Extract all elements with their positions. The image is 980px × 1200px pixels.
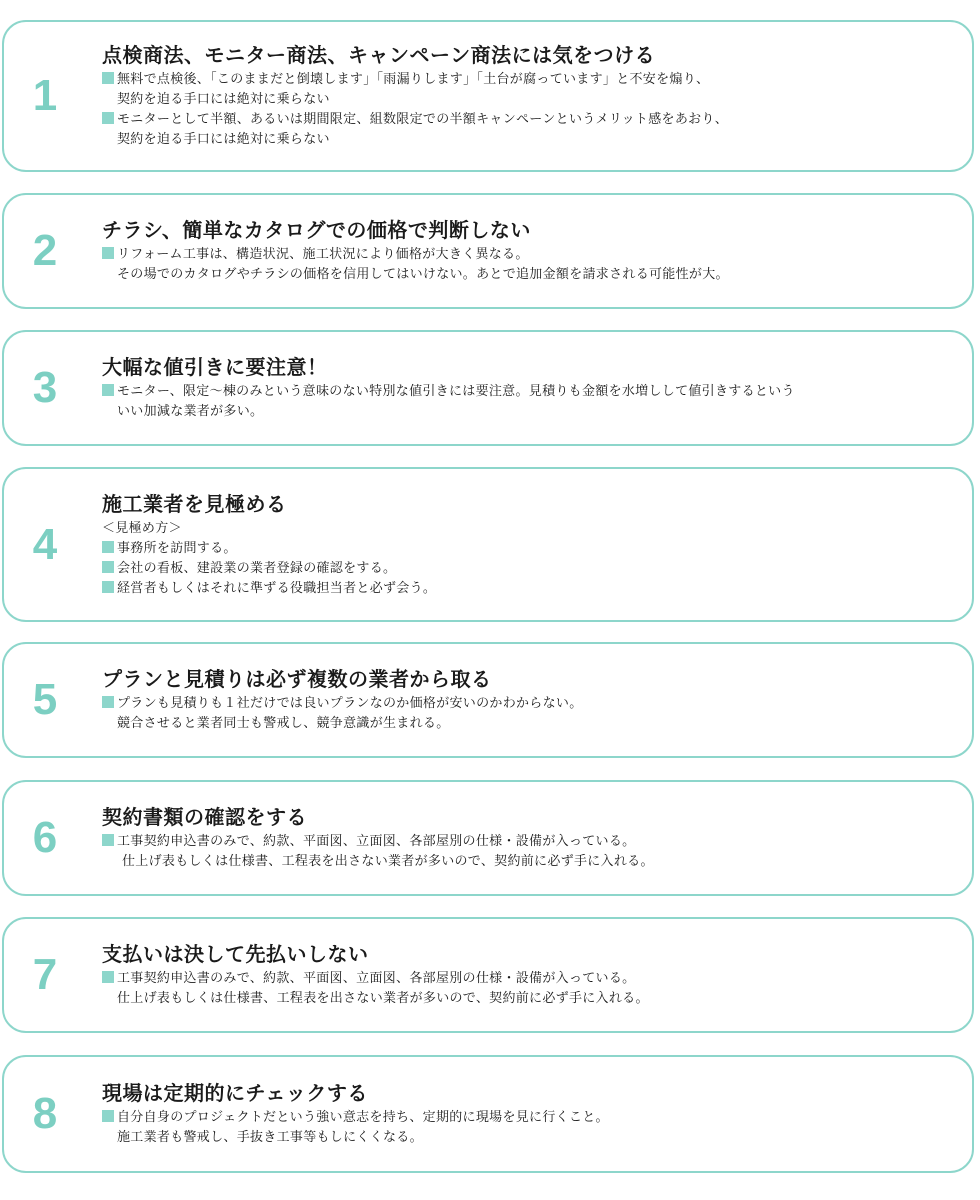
- tip-number: 8: [32, 1089, 58, 1138]
- square-bullet-icon: [102, 971, 114, 983]
- tip-line: 契約を迫る手口には絶対に乗らない: [117, 92, 330, 107]
- tip-title: 支払いは決して先払いしない: [102, 942, 369, 966]
- tip-title: 現場は定期的にチェックする: [102, 1081, 368, 1105]
- square-bullet-icon: [102, 696, 114, 708]
- tip-title: 大幅な値引きに要注意！: [102, 355, 328, 379]
- tip-line: 施工業者も警戒し、手抜き工事等もしにくくなる。: [117, 1130, 423, 1145]
- tip-number: 5: [32, 675, 58, 724]
- square-bullet-icon: [102, 581, 114, 593]
- tip-card-7: [2, 917, 974, 1033]
- square-bullet-icon: [102, 384, 114, 396]
- tip-line: モニターとして半額、あるいは期間限定、組数限定での半額キャンペーンというメリット感をあおり、: [102, 110, 956, 130]
- tip-card-2: [2, 193, 974, 309]
- square-bullet-icon: [102, 247, 114, 259]
- tip-line: 仕上げ表もしくは仕様書、工程表を出さない業者が多いので、契約前に必ず手に入れる。: [117, 991, 649, 1006]
- tip-line: プランも見積りも１社だけでは良いプランなのか価格が安いのかわからない。: [102, 694, 956, 714]
- tip-content: [102, 941, 956, 1009]
- tip-line: リフォーム工事は、構造状況、施工状況により価格が大きく異なる。: [102, 245, 956, 265]
- tip-card-6: [2, 780, 974, 896]
- tip-content: [102, 354, 956, 422]
- tip-line: いい加減な業者が多い。: [117, 404, 264, 419]
- tip-number: 2: [32, 226, 58, 275]
- tip-content: [102, 42, 956, 150]
- tip-line: 無料で点検後、「このままだと倒壊します」「雨漏りします」「土台が腐っています」と不安を煽り、: [102, 70, 956, 90]
- tip-number: 7: [32, 950, 58, 999]
- tip-title: チラシ、簡単なカタログでの価格で判断しない: [102, 218, 531, 242]
- tip-card-1: [2, 20, 974, 172]
- tip-number: 3: [32, 363, 58, 412]
- tip-subheading: ＜見極め方＞: [102, 520, 182, 536]
- tip-content: [102, 491, 956, 599]
- square-bullet-icon: [102, 1110, 114, 1122]
- tip-card-8: [2, 1055, 974, 1173]
- tip-line: 経営者もしくはそれに準ずる役職担当者と必ず会う。: [102, 579, 956, 599]
- tip-line: 工事契約申込書のみで、約款、平面図、立面図、各部屋別の仕様・設備が入っている。: [102, 969, 956, 989]
- tip-line: その場でのカタログやチラシの価格を信用してはいけない。あとで追加金額を請求される可能性が大。: [117, 267, 729, 282]
- square-bullet-icon: [102, 72, 114, 84]
- tip-card-3: [2, 330, 974, 446]
- tip-line: モニター、限定～棟のみという意味のない特別な値引きには要注意。見積りも金額を水増しして値引きするという: [102, 382, 956, 402]
- tip-line: 自分自身のプロジェクトだという強い意志を持ち、定期的に現場を見に行くこと。: [102, 1108, 956, 1128]
- tip-line: 会社の看板、建設業の業者登録の確認をする。: [102, 559, 956, 579]
- tip-content: [102, 804, 956, 872]
- tip-card-5: [2, 642, 974, 758]
- square-bullet-icon: [102, 541, 114, 553]
- tip-card-4: [2, 467, 974, 622]
- tip-line: 工事契約申込書のみで、約款、平面図、立面図、各部屋別の仕様・設備が入っている。: [102, 832, 956, 852]
- square-bullet-icon: [102, 112, 114, 124]
- tip-title: プランと見積りは必ず複数の業者から取る: [102, 667, 492, 691]
- tip-line: 仕上げ表もしくは仕様書、工程表を出さない業者が多いので、契約前に必ず手に入れる。: [122, 854, 654, 869]
- tip-content: [102, 1080, 956, 1148]
- tip-line: 競合させると業者同士も警戒し、競争意識が生まれる。: [117, 716, 450, 731]
- tip-title: 施工業者を見極める: [102, 491, 287, 516]
- tip-number: 6: [32, 813, 58, 862]
- square-bullet-icon: [102, 561, 114, 573]
- tip-line: 契約を迫る手口には絶対に乗らない: [117, 132, 330, 147]
- tip-line: 事務所を訪問する。: [102, 539, 956, 559]
- tip-title: 契約書類の確認をする: [102, 805, 307, 829]
- tip-content: [102, 666, 956, 734]
- tip-number: 4: [32, 519, 58, 569]
- tip-content: [102, 217, 956, 285]
- tip-title: 点検商法、モニター商法、キャンペーン商法には気をつける: [102, 43, 656, 67]
- tip-number: 1: [32, 71, 58, 120]
- square-bullet-icon: [102, 834, 114, 846]
